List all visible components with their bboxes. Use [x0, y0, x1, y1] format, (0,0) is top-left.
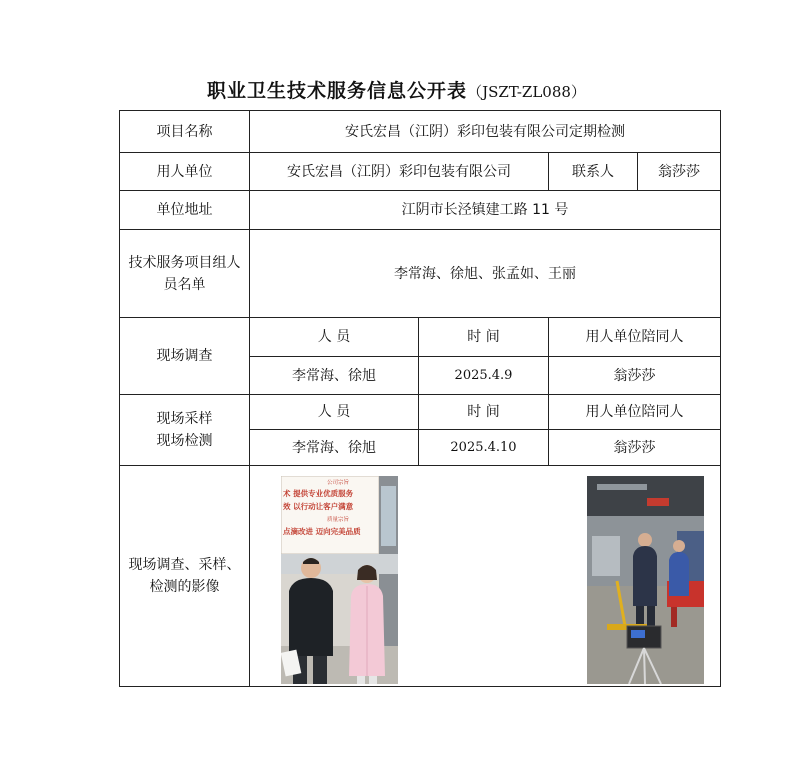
site-photo-right — [587, 476, 704, 684]
site-photo-left — [281, 476, 398, 684]
row-images — [120, 466, 721, 687]
survey-header-time: 时 间 — [419, 318, 549, 357]
document-title — [0, 76, 793, 103]
address-value: 江阴市长泾镇建工路 11 号 — [250, 191, 721, 230]
photo-sampling-image — [587, 476, 704, 684]
team-label: 技术服务项目组人员名单 — [120, 230, 250, 318]
row-sampling-header — [120, 395, 721, 430]
project-value: 安氏宏昌（江阴）彩印包装有限公司定期检测 — [250, 111, 721, 153]
project-label: 项目名称 — [120, 111, 250, 153]
sampling-label-line1: 现场采样 — [156, 411, 213, 427]
employer-value: 安氏宏昌（江阴）彩印包装有限公司 — [250, 153, 549, 191]
sampling-persons: 李常海、徐旭 — [250, 430, 419, 466]
sampling-escort: 翁莎莎 — [549, 430, 721, 466]
sampling-label-line2: 现场检测 — [156, 433, 213, 449]
sampling-header-time: 时 间 — [419, 395, 549, 430]
row-address — [120, 191, 721, 230]
row-survey-header — [120, 318, 721, 357]
row-employer — [120, 153, 721, 191]
address-label: 单位地址 — [120, 191, 250, 230]
employer-label: 用人单位 — [120, 153, 250, 191]
team-value: 李常海、徐旭、张孟如、王丽 — [250, 230, 721, 318]
survey-escort: 翁莎莎 — [549, 357, 721, 395]
row-team — [120, 230, 721, 318]
survey-header-persons: 人 员 — [250, 318, 419, 357]
info-table — [119, 110, 721, 687]
sampling-date: 2025.4.10 — [419, 430, 549, 466]
sign-text-3: 效 以行动让客户满意 — [283, 502, 354, 511]
images-cell — [250, 466, 721, 687]
survey-label: 现场调查 — [120, 318, 250, 395]
survey-header-escort: 用人单位陪同人 — [549, 318, 721, 357]
row-project — [120, 111, 721, 153]
contact-label: 联系人 — [549, 153, 638, 191]
sign-text-2: 术 提供专业优质服务 — [283, 489, 354, 498]
sign-text-1: 公司宗旨 — [327, 480, 350, 486]
sign-text-4: 质量宗旨 — [327, 517, 350, 523]
survey-persons: 李常海、徐旭 — [250, 357, 419, 395]
survey-date: 2025.4.9 — [419, 357, 549, 395]
document-code: （JSZT-ZL088） — [467, 83, 586, 101]
photo-survey-image — [281, 476, 398, 684]
sampling-header-escort: 用人单位陪同人 — [549, 395, 721, 430]
sign-text-5: 点滴改进 迈向完美品质 — [283, 527, 361, 536]
sampling-header-persons: 人 员 — [250, 395, 419, 430]
sampling-label — [120, 395, 250, 466]
title-text: 职业卫生技术服务信息公开表 — [207, 80, 468, 102]
images-label: 现场调查、采样、检测的影像 — [120, 466, 250, 687]
contact-value: 翁莎莎 — [638, 153, 721, 191]
